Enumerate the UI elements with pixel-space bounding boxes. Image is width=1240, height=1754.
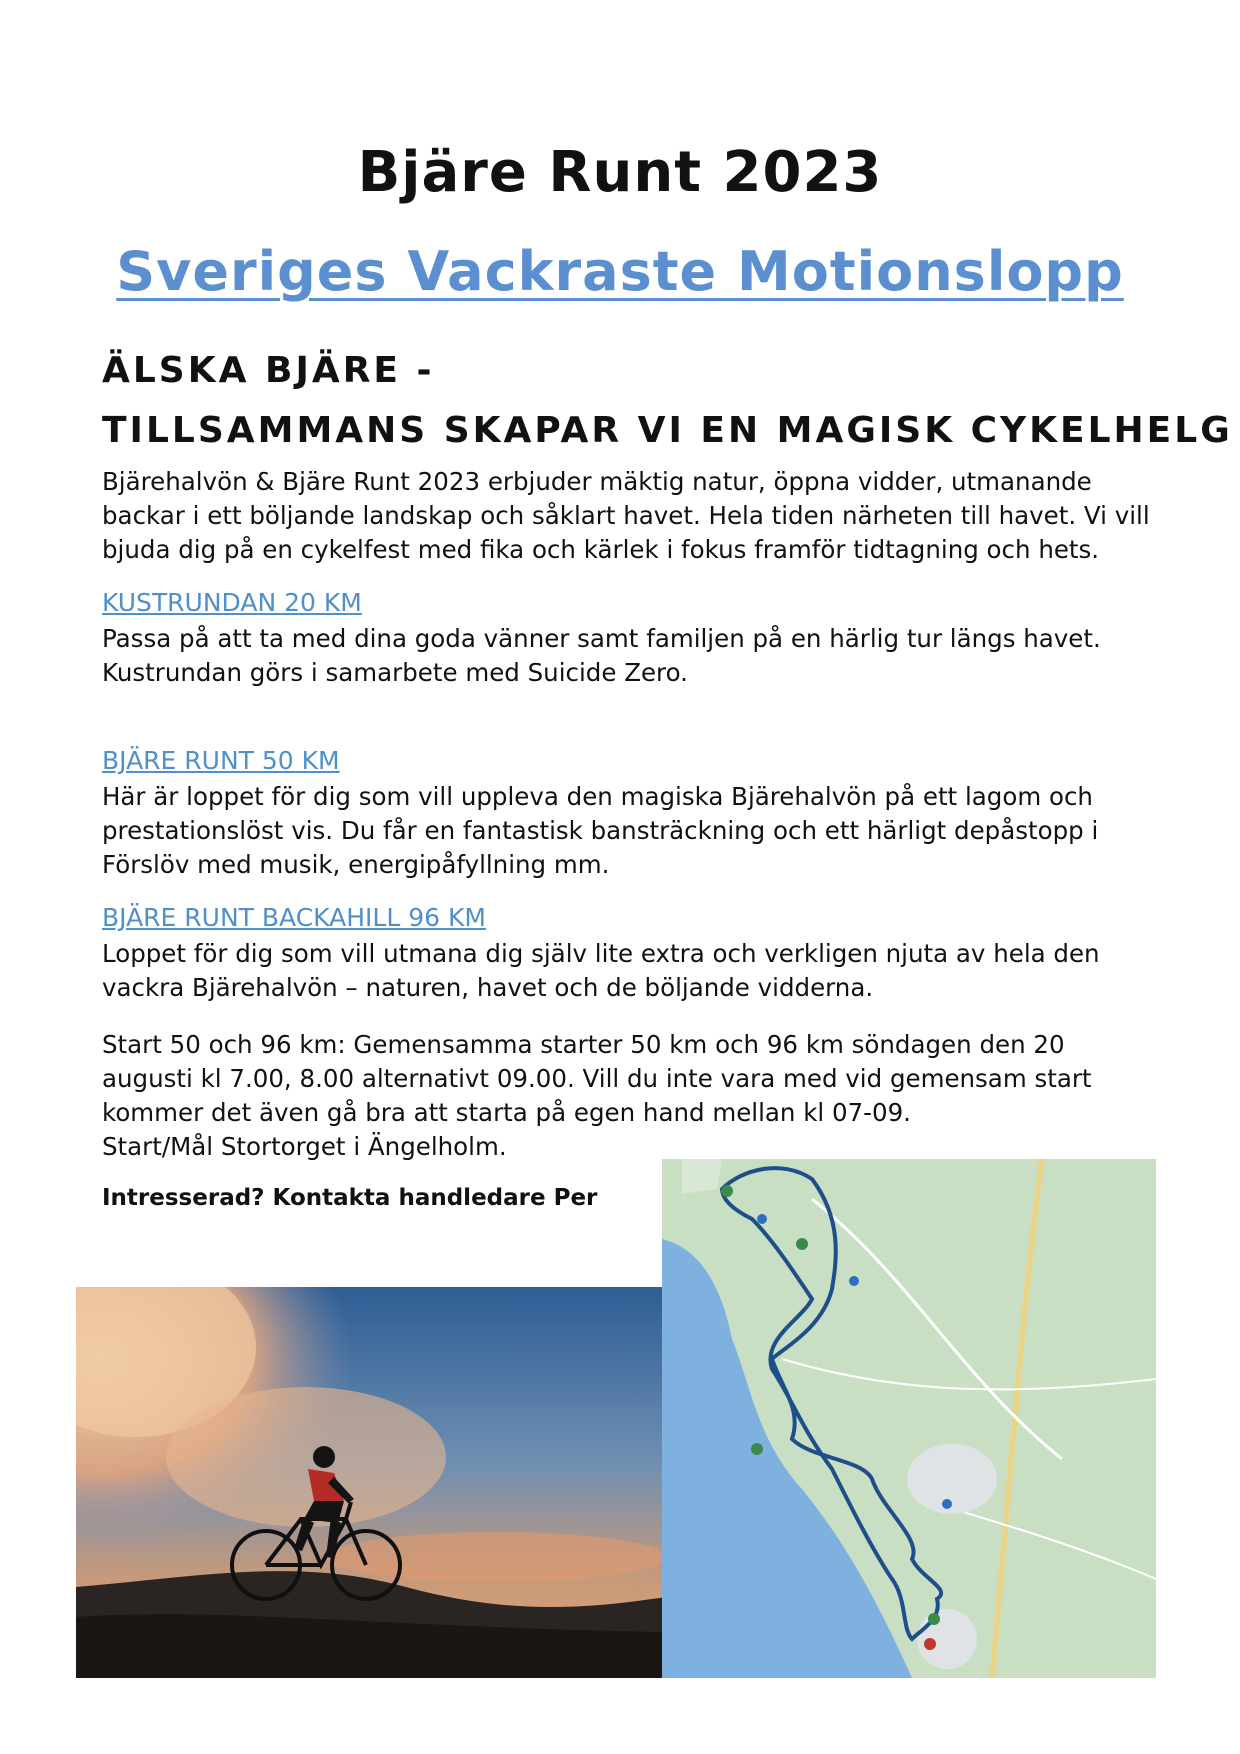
- start-finish-text: Start/Mål Stortorget i Ängelholm.: [102, 1132, 507, 1161]
- route-link-backahill-96[interactable]: BJÄRE RUNT BACKAHILL 96 KM: [102, 903, 486, 932]
- route-text-kustrundan: Passa på att ta med dina goda vänner samt familjen på en härlig tur längs havet. Kustrundan görs i samarbete med Suicide Zero.: [102, 624, 1101, 687]
- page-subtitle: Sveriges Vackraste Motionslopp: [116, 240, 1124, 303]
- contact-text: Intresserad? Kontakta handledare Per: [102, 1185, 598, 1211]
- page-title: Bjäre Runt 2023: [357, 140, 883, 205]
- intro-heading-line1: ÄLSKA BJÄRE -: [102, 350, 435, 391]
- start-info: [102, 1028, 1162, 1164]
- route-map: [662, 1159, 1156, 1678]
- intro-heading-line2: TILLSAMMANS SKAPAR VI EN MAGISK CYKELHELG: [102, 410, 1233, 451]
- intro-paragraph: Bjärehalvön & Bjäre Runt 2023 erbjuder mäktig natur, öppna vidder, utmanande backar i ett böljande landskap och såklart havet. Hela tiden närheten till havet. Vi vill bjuda dig på en cykelfest med fika och kärlek i fokus framför tidtagning och hets.: [102, 467, 1150, 564]
- cyclist-photo: [76, 1287, 666, 1678]
- start-info-text: Start 50 och 96 km: Gemensamma starter 50 km och 96 km söndagen den 20 augusti kl 7.00, 8.00 alternativt 09.00. Vill du inte vara med vid gemensam start kommer det även gå bra att starta på egen hand mellan kl 07-09.: [102, 1030, 1092, 1127]
- route-link-bjare-runt-50[interactable]: BJÄRE RUNT 50 KM: [102, 746, 340, 775]
- route-link-kustrundan[interactable]: KUSTRUNDAN 20 KM: [102, 588, 362, 617]
- route-text-bjare-runt-50: Här är loppet för dig som vill uppleva den magiska Bjärehalvön på ett lagom och prestationslöst vis. Du får en fantastisk bansträckning och ett härligt depåstopp i Förslöv med musik, energipåfyllning mm.: [102, 782, 1099, 879]
- route-text-backahill-96: Loppet för dig som vill utmana dig själv lite extra och verkligen njuta av hela den vackra Bjärehalvön – naturen, havet och de böljande vidderna.: [102, 939, 1100, 1002]
